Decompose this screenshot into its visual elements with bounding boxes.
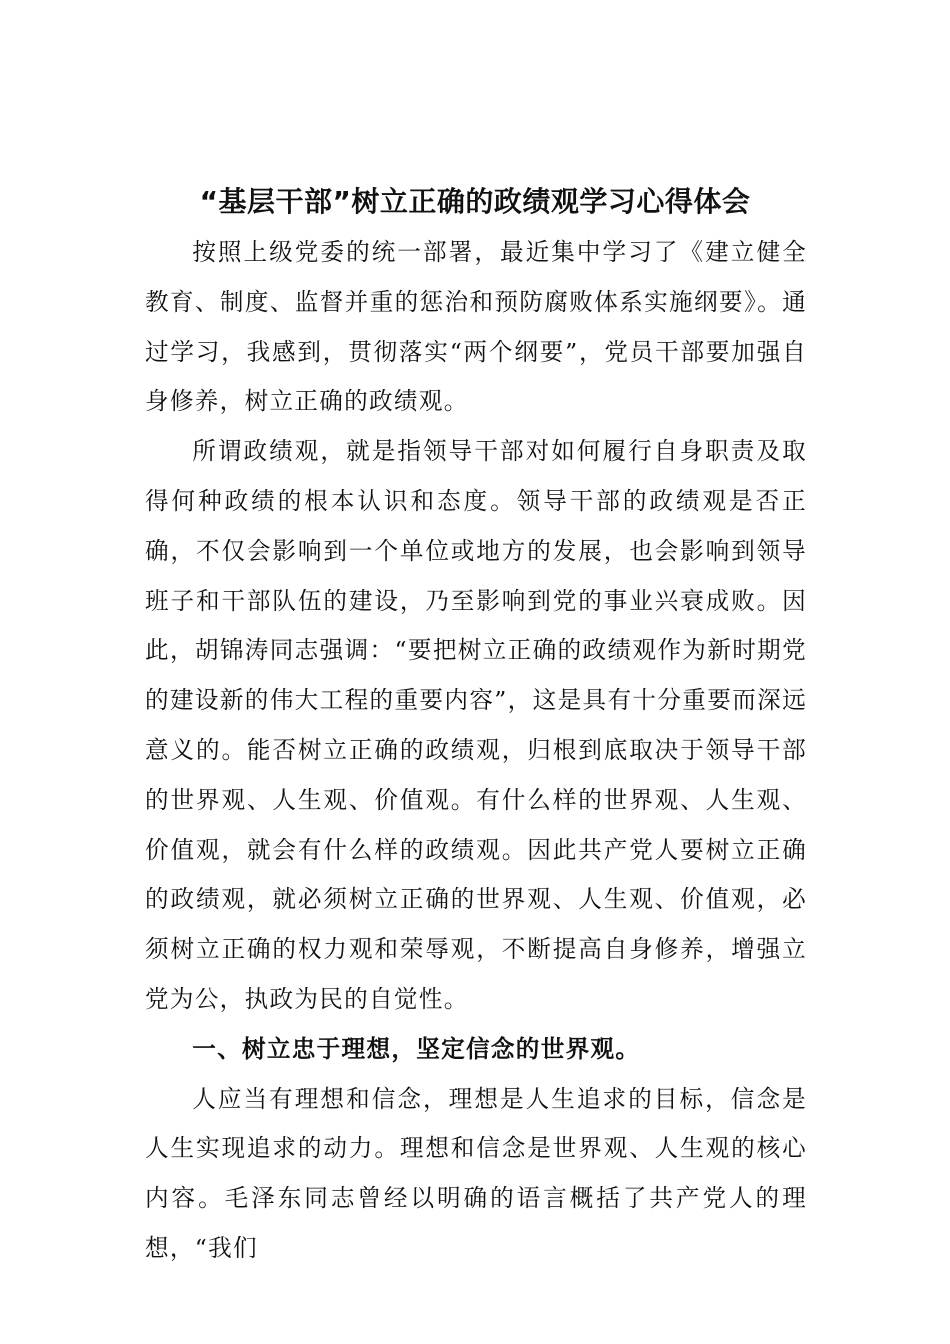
document-title: “基层干部”树立正确的政绩观学习心得体会 [199,185,751,218]
paragraph-intro: 按照上级党委的统一部署，最近集中学习了《建立健全教育、制度、监督并重的惩治和预防腐败体系实施纲要》。通过学习，我感到，贯彻落实“两个纲要”，党员干部要加强自身修养，树立正确的政绩观。 [145,238,807,416]
document-body [145,228,807,1274]
paragraph-section-1: 人应当有理想和信念，理想是人生追求的目标，信念是人生实现追求的动力。理想和信念是世界观、人生观的核心内容。毛泽东同志曾经以明确的语言概括了共产党人的理想，“我们 [145,1084,807,1262]
section-heading: 一、树立忠于理想，坚定信念的世界观。 [192,1034,641,1063]
paragraph-definition: 所谓政绩观，就是指领导干部对如何履行自身职责及取得何种政绩的根本认识和态度。领导干部的政绩观是否正确，不仅会影响到一个单位或地方的发展，也会影响到领导班子和干部队伍的建设，乃至影响到党的事业兴衰成败。因此，胡锦涛同志强调：“要把树立正确的政绩观作为新时期党的建设新的伟大工程的重要内容”，这是具有十分重要而深远意义的。能否树立正确的政绩观，归根到底取决于领导干部的世界观、人生观、价值观。有什么样的世界观、人生观、价值观，就会有什么样的政绩观。因此共产党人要树立正确的政绩观，就必须树立正确的世界观、人生观、价值观，必须树立正确的权力观和荣辱观，不断提高自身修养，增强立党为公，执政为民的自觉性。 [145,437,807,1013]
